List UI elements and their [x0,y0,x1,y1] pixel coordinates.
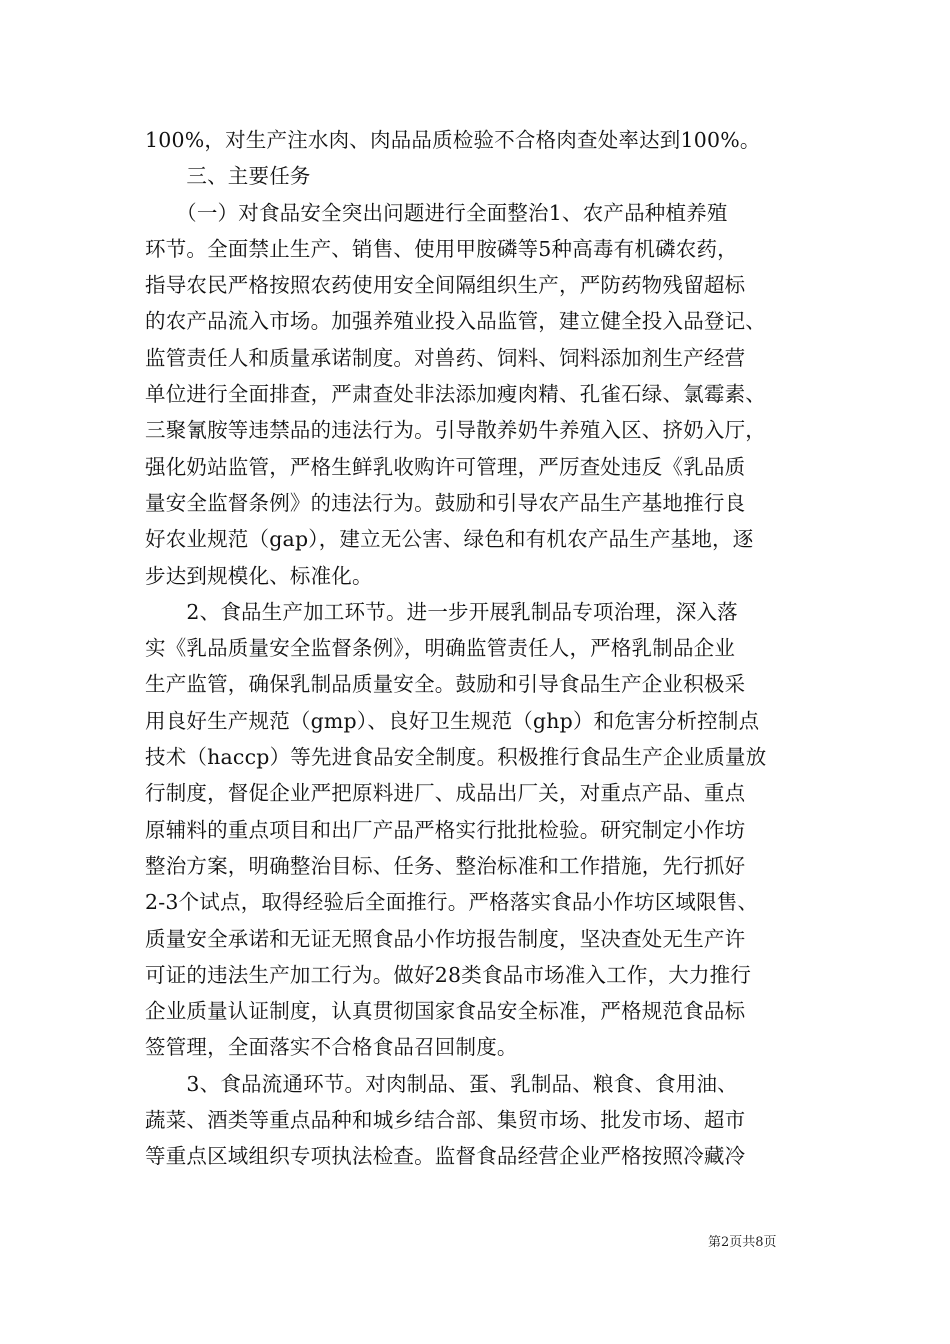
text-line: 生产监管，确保乳制品质量安全。鼓励和引导食品生产企业积极采 [145,672,746,697]
text-line: 等重点区域组织专项执法检查。监督食品经营企业严格按照冷藏冷 [145,1144,746,1169]
section-heading: 三、主要任务 [145,164,311,189]
page-number-footer: 第2页共8页 [708,1235,777,1250]
text-line: 监管责任人和质量承诺制度。对兽药、饲料、饲料添加剂生产经营 [145,345,746,370]
text-line: 整治方案，明确整治目标、任务、整治标准和工作措施，先行抓好 [145,853,746,878]
text-line: 好农业规范（gap），建立无公害、绿色和有机农产品生产基地，逐 [145,527,754,552]
text-line: 三聚氰胺等违禁品的违法行为。引导散养奶牛养殖入区、挤奶入厅， [145,418,766,443]
text-line: 签管理，全面落实不合格食品召回制度。 [145,1035,518,1060]
text-line: 技术（haccp）等先进食品安全制度。积极推行食品生产企业质量放 [145,745,767,770]
text-line: 实《乳品质量安全监督条例》，明确监管责任人，严格乳制品企业 [145,636,736,661]
text-line: 单位进行全面排查，严肃查处非法添加瘦肉精、孔雀石绿、氯霉素、 [145,382,766,407]
text-line: 企业质量认证制度，认真贯彻国家食品安全标准，严格规范食品标 [145,999,746,1024]
text-line: 步达到规模化、标准化。 [145,563,373,588]
text-line: 质量安全承诺和无证无照食品小作坊报告制度，坚决查处无生产许 [145,926,746,951]
text-line: 用良好生产规范（gmp）、良好卫生规范（ghp）和危害分析控制点 [145,708,760,733]
text-line: 行制度，督促企业严把原料进厂、成品出厂关，对重点产品、重点 [145,781,746,806]
text-line: （一）对食品安全突出问题进行全面整治1、农产品种植养殖 [145,200,728,225]
document-body [145,122,805,1175]
text-line: 2、食品生产加工环节。进一步开展乳制品专项治理，深入落 [145,599,738,624]
text-line: 环节。全面禁止生产、销售、使用甲胺磷等5种高毒有机磷农药， [145,236,738,261]
text-line: 3、食品流通环节。对肉制品、蛋、乳制品、粮食、食用油、 [145,1071,738,1096]
text-line: 的农产品流入市场。加强养殖业投入品监管，建立健全投入品登记、 [145,309,766,334]
text-line: 2-3个试点，取得经验后全面推行。严格落实食品小作坊区域限售、 [145,890,759,915]
text-line: 指导农民严格按照农药使用安全间隔组织生产，严防药物残留超标 [145,273,746,298]
text-line: 强化奶站监管，严格生鲜乳收购许可管理，严厉查处违反《乳品质 [145,454,746,479]
text-line: 可证的违法生产加工行为。做好28类食品市场准入工作，大力推行 [145,962,752,987]
text-line: 原辅料的重点项目和出厂产品严格实行批批检验。研究制定小作坊 [145,817,746,842]
text-line: 蔬菜、酒类等重点品种和城乡结合部、集贸市场、批发市场、超市 [145,1108,746,1133]
text-line: 100%，对生产注水肉、肉品品质检验不合格肉查处率达到100%。 [145,128,761,152]
text-line: 量安全监督条例》的违法行为。鼓励和引导农产品生产基地推行良 [145,490,746,515]
